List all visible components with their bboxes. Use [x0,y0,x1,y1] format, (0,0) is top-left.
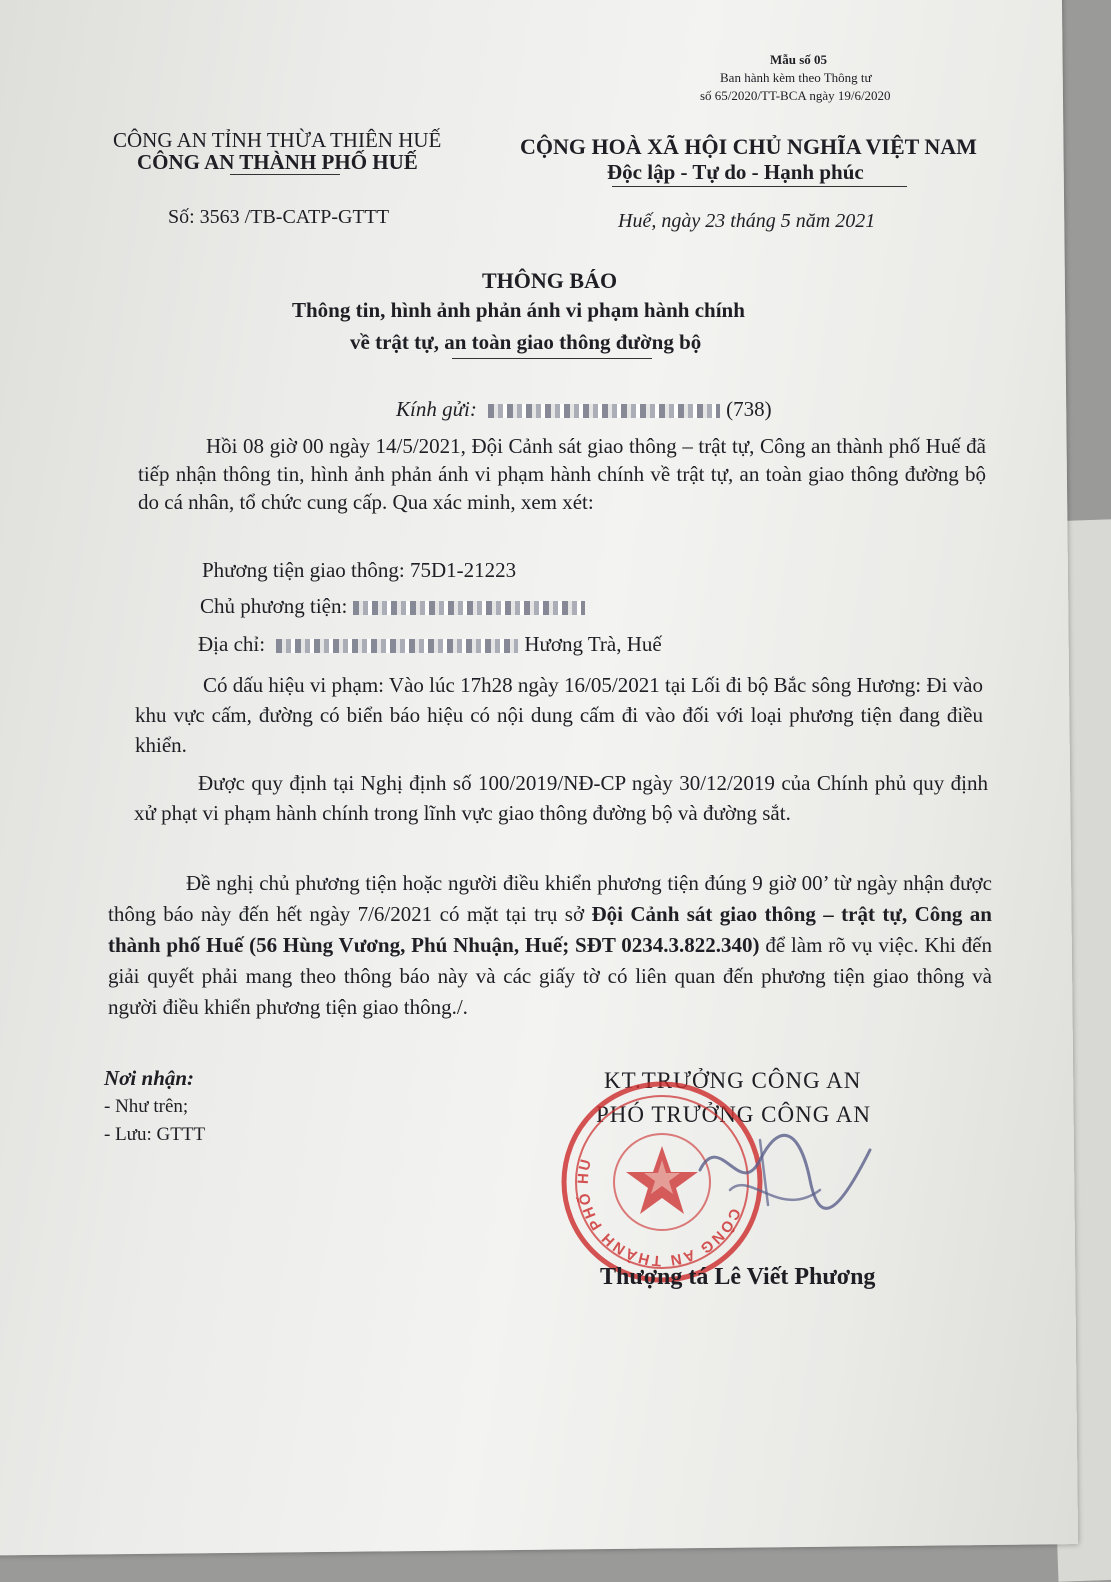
vehicle-plate: Phương tiện giao thông: 75D1-21223 [202,558,517,582]
recipient-label: Kính gửi: [396,397,477,421]
signature-line-1: KT.TRƯỞNG CÔNG AN [604,1068,862,1093]
recipient-suffix: (738) [726,397,772,421]
title-divider [452,358,652,359]
recipient-line [396,397,772,422]
form-issued-with: Ban hành kèm theo Thông tư [720,70,872,85]
request-office: Đội Cảnh sát giao thông – trật tự, Công an thành phố Huế (56 Hùng Vương, Phú Nhuận, Huế; SĐT 0234.3.822.340) [108,902,992,957]
signature-line-2: PHÓ TRƯỞNG CÔNG AN [596,1102,872,1127]
redacted-address [276,639,518,653]
paragraph-regulation: Được quy định tại Nghị định số 100/2019/NĐ-CP ngày 30/12/2019 của Chính phủ quy định xử phạt vi phạm hành chính trong lĩnh vực giao thông đường bộ và đường sắt. [134,771,988,825]
address-suffix: Hương Trà, Huế [524,632,662,656]
national-motto: Độc lập - Tự do - Hạnh phúc [607,160,864,184]
redacted-owner [353,601,585,615]
address-line [198,632,662,657]
document-number: Số: 3563 /TB-CATP-GTTT [168,206,390,228]
document-title: THÔNG BÁO [482,268,618,293]
request-text-2: để làm rõ vụ việc. Khi đến giải quyết phải mang theo thông báo này và các giấy tờ có liên quan đến phương tiện giao thông và người điều khiển phương tiện giao thông./. [108,933,992,1019]
document-subtitle-1: Thông tin, hình ảnh phản ánh vi phạm hành chính [292,298,745,322]
agency-divider [230,174,340,175]
form-number: Mẫu số 05 [770,52,828,67]
signer-name: Thượng tá Lê Viết Phương [600,1264,876,1290]
paragraph-violation: Có dấu hiệu vi phạm: Vào lúc 17h28 ngày 16/05/2021 tại Lối đi bộ Bắc sông Hương: Đi vào khu vực cấm, đường có biển báo hiệu có nội dung cấm đi vào đối với loại phương tiện đang điều khiển. [135,673,983,757]
place-date: Huế, ngày 23 tháng 5 năm 2021 [618,210,876,232]
national-title: CỘNG HOÀ XÃ HỘI CHỦ NGHĨA VIỆT NAM [520,134,977,159]
recipients-item: - Lưu: GTTT [104,1124,206,1145]
paragraph-request [108,868,992,1023]
request-text-1: Đề nghị chủ phương tiện hoặc người điều khiển phương tiện đúng 9 giờ 00’ từ ngày nhận được thông báo này đến hết ngày 7/6/2021 có mặt tại trụ sở [108,871,992,926]
paragraph-intro: Hồi 08 giờ 00 ngày 14/5/2021, Đội Cảnh sát giao thông – trật tự, Công an thành phố Huế đã tiếp nhận thông tin, hình ảnh phản ánh vi phạm hành chính về trật tự, an toàn giao thông đường bộ do cá nhân, tổ chức cung cấp. Qua xác minh, xem xét: [138,434,986,514]
redacted-name [488,404,720,418]
handwritten-signature [690,1110,880,1230]
form-circular: số 65/2020/TT-BCA ngày 19/6/2020 [700,88,891,103]
agency-name: CÔNG AN THÀNH PHỐ HUẾ [137,150,418,174]
recipients-item: - Như trên; [104,1096,189,1117]
owner-label: Chủ phương tiện: [200,594,348,618]
svg-text:CÔNG AN THÀNH PHỐ HUẾ: CÔNG AN THÀNH PHỐ HUẾ [574,1155,744,1270]
motto-divider [612,186,907,187]
address-label: Địa chỉ: [198,632,266,656]
recipients-label: Nơi nhận: [104,1066,195,1090]
agency-parent: CÔNG AN TỈNH THỪA THIÊN HUẾ [113,128,442,152]
document-subtitle-2: về trật tự, an toàn giao thông đường bộ [350,330,702,354]
owner-line [200,594,591,619]
